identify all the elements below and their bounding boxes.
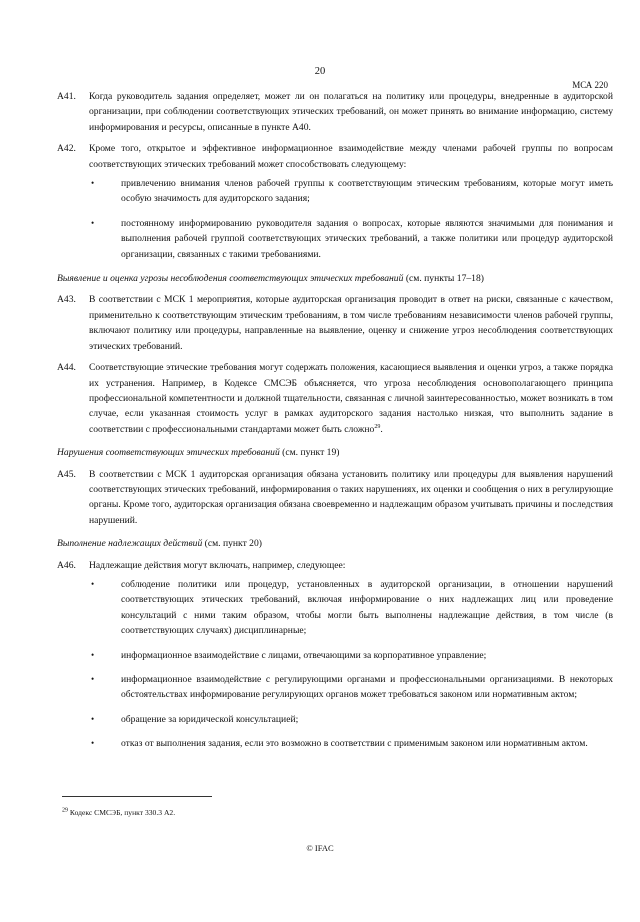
- paragraph-a42: [57, 141, 613, 262]
- bullet-icon: •: [91, 738, 95, 749]
- paragraph-text: Кроме того, открытое и эффективное информационное взаимодействие между членами рабочей группы по вопросам соответствующих этических требований может способствовать следующему:: [89, 143, 613, 170]
- paragraph-number: A45.: [57, 468, 76, 480]
- standard-label: МСА 220: [572, 80, 608, 90]
- section-heading-ref: (см. пункты 17–18): [405, 273, 484, 285]
- footnote-ref[interactable]: 29: [374, 423, 381, 430]
- section-heading-title: Выполнение надлежащих действий: [57, 538, 203, 550]
- footnote-number: 29: [62, 807, 68, 814]
- document-body: [57, 89, 613, 761]
- paragraph-a44: [57, 360, 613, 437]
- list-item-text: соблюдение политики или процедур, установленных в аудиторской организации, в отношении нарушений соответствующих этических требований, включая информирование о них надлежащих лиц или проведение консультаций с ними таким образом, чтобы могли быть выполнены надлежащие действия, в том числе (в соответствующих случаях) дисциплинарные;: [121, 578, 613, 637]
- list-item-text: привлечению внимания членов рабочей группы к соответствующим этическим требованиям, которые могут иметь особую значимость для аудиторского задания;: [121, 178, 613, 205]
- paragraph-text: В соответствии с МСК 1 мероприятия, которые аудиторская организация проводит в ответ на риски, связанные с качеством, применительно к соответствующим этическим требованиям, в том числе требованиям независимости членов рабочей группы, включают политику или процедуры, направленные на выявление, оценку и снижение угроз несоблюдения соответствующих этических требований.: [89, 294, 613, 352]
- paragraph-a41: [57, 89, 613, 135]
- bullet-icon: •: [91, 178, 95, 189]
- bullet-icon: •: [91, 578, 95, 589]
- list-item: [89, 712, 613, 727]
- bullet-icon: •: [91, 713, 95, 724]
- sentence-end: .: [380, 423, 383, 435]
- list-item: [89, 648, 613, 663]
- copyright-footer: © IFAC: [306, 843, 334, 853]
- list-item: [89, 577, 613, 639]
- paragraph-number: A41.: [57, 91, 76, 102]
- paragraph-number: A43.: [57, 294, 76, 306]
- paragraph-text: Соответствующие этические требования могут содержать положения, касающиеся выявления и оценки угроз, а также порядка их устранения. Например, в Кодексе СМСЭБ объясняется, что угроза несоблюдения основополагающего принципа профессиональной компетентности и должной тщательности, связанная с личной заинтересованностью, может возникать в том случае, если указанная стоимость услуг в рамках аудиторского задания настолько низкая, что выполнить задание в соответствии с профессиональными стандартами может быть сложно: [89, 362, 613, 435]
- section-heading: [57, 536, 613, 551]
- bullet-list: [89, 577, 613, 752]
- paragraph-text: Надлежащие действия могут включать, например, следующее:: [89, 559, 346, 571]
- paragraph-text: В соответствии с МСК 1 аудиторская организация обязана установить политику или процедуры для выявления нарушений соответствующих этических требований, информирования о таких нарушениях, их оценки и сообщения о них в регулирующие органы. Кроме того, аудиторская организация обязана своевременно и надлежащим образом учитывать причины и последствия нарушений.: [89, 468, 613, 526]
- paragraph-text: Когда руководитель задания определяет, может ли он полагаться на политику или процедуры, внедренные в аудиторской организации, при соблюдении соответствующих этических требований, он может принять во внимание информацию, систему информирования и ресурсы, описанные в пункте A40.: [89, 91, 613, 133]
- section-heading: [57, 271, 613, 286]
- bullet-icon: •: [91, 649, 95, 660]
- footnote: [62, 808, 175, 817]
- list-item-text: отказ от выполнения задания, если это возможно в соответствии с применимым законом или нормативным актом.: [121, 738, 588, 750]
- section-heading-title: Выявление и оценка угрозы несоблюдения соответствующих этических требований: [57, 273, 404, 285]
- paragraph-number: A46.: [57, 559, 76, 571]
- footnote-divider: [62, 796, 212, 797]
- section-heading: [57, 445, 613, 460]
- list-item: [89, 216, 613, 262]
- list-item: [89, 672, 613, 703]
- paragraph-a46: [57, 558, 613, 752]
- section-heading-ref: (см. пункт 19): [282, 447, 340, 459]
- list-item-text: постоянному информированию руководителя задания о вопросах, которые являются значимыми для понимания и выполнения рабочей группой соответствующих этических требований, а также политики или процедур аудиторской организации, связанных с такими требованиями.: [121, 217, 613, 260]
- paragraph-a45: [57, 467, 613, 529]
- bullet-icon: •: [91, 674, 95, 684]
- bullet-icon: •: [91, 217, 95, 228]
- list-item-text: информационное взаимодействие с лицами, отвечающими за корпоративное управление;: [121, 649, 487, 661]
- list-item-text: обращение за юридической консультацией;: [121, 713, 299, 725]
- list-item: [89, 736, 613, 751]
- footnote-text: Кодекс СМСЭБ, пункт 330.3 A2.: [69, 808, 176, 817]
- page-number: 20: [314, 66, 326, 77]
- paragraph-number: A42.: [57, 143, 76, 155]
- list-item-text: информационное взаимодействие с регулирующими органами и профессиональными организациями. В некоторых обстоятельствах информирование регулирующих органов может требоваться законом или нормативным актом;: [121, 674, 613, 701]
- section-heading-title: Нарушения соответствующих этических требований: [57, 447, 280, 459]
- list-item: [89, 176, 613, 207]
- bullet-list: [89, 176, 613, 262]
- section-heading-ref: (см. пункт 20): [204, 538, 262, 550]
- paragraph-a43: [57, 292, 613, 354]
- paragraph-number: A44.: [57, 362, 76, 374]
